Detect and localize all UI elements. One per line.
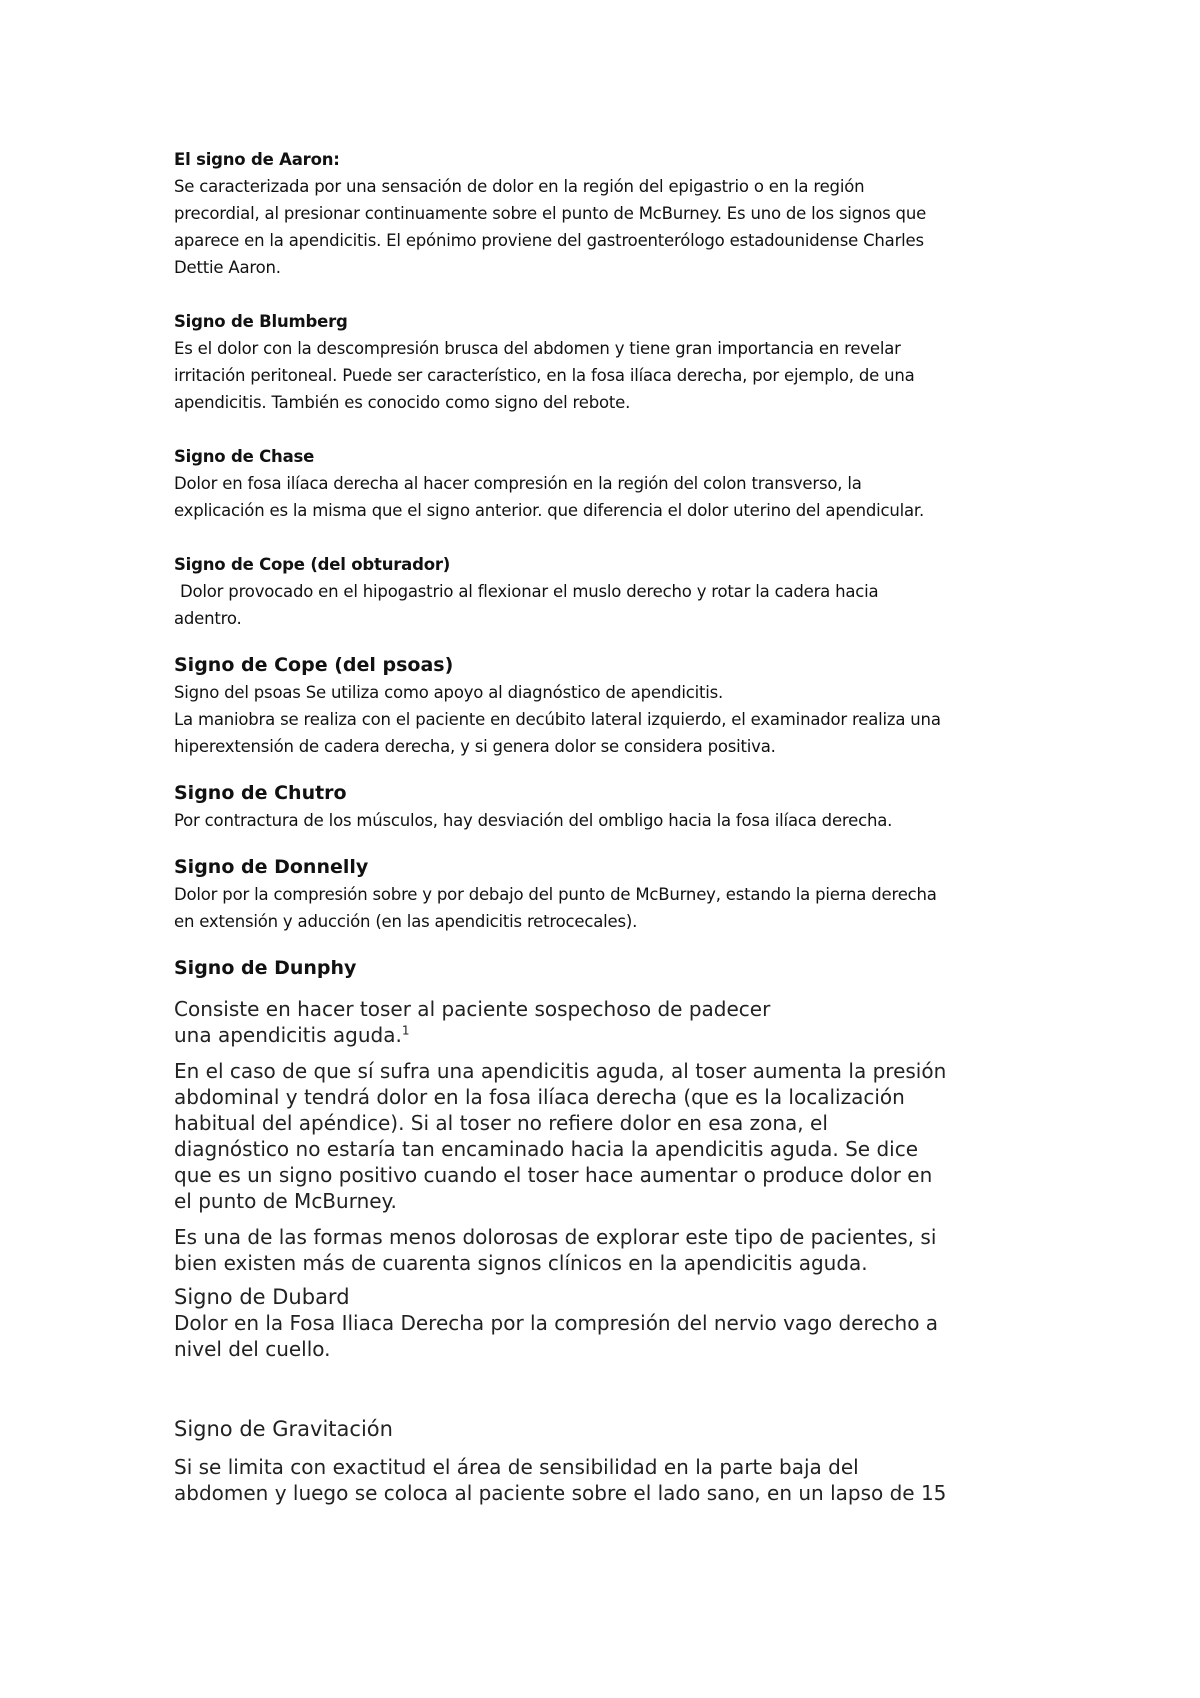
spacer bbox=[174, 524, 1054, 551]
paragraph-line: aparece en la apendicitis. El epónimo proviene del gastroenterólogo estadounidense Charles bbox=[174, 231, 924, 250]
paragraph-line: abdomen y luego se coloca al paciente sobre el lado sano, en un lapso de 15 bbox=[174, 1481, 947, 1505]
paragraph-line: hiperextensión de cadera derecha, y si genera dolor se considera positiva. bbox=[174, 737, 776, 756]
spacer bbox=[174, 1048, 1054, 1058]
section-title-donnelly: Signo de Donnelly bbox=[174, 856, 369, 878]
paragraph-line: Dolor en la Fosa Iliaca Derecha por la compresión del nervio vago derecho a bbox=[174, 1311, 939, 1335]
spacer bbox=[174, 982, 1054, 996]
section-title-blumberg: Signo de Blumberg bbox=[174, 312, 348, 331]
paragraph-line: precordial, al presionar continuamente sobre el punto de McBurney. Es uno de los signos que bbox=[174, 204, 927, 223]
paragraph-line: Dolor por la compresión sobre y por debajo del punto de McBurney, estando la pierna derecha bbox=[174, 885, 937, 904]
paragraph-line: Es una de las formas menos dolorosas de explorar este tipo de pacientes, si bbox=[174, 1225, 937, 1249]
paragraph-line: En el caso de que sí sufra una apendicitis aguda, al toser aumenta la presión bbox=[174, 1059, 947, 1083]
spacer bbox=[174, 1442, 1054, 1454]
section-title-dubard: Signo de Dubard bbox=[174, 1285, 350, 1309]
paragraph-line: Consiste en hacer toser al paciente sospechoso de padecer bbox=[174, 997, 771, 1021]
spacer bbox=[174, 1362, 1054, 1416]
paragraph-line: Por contractura de los músculos, hay desviación del ombligo hacia la fosa ilíaca derecha. bbox=[174, 811, 893, 830]
section-title-gravitacion: Signo de Gravitación bbox=[174, 1417, 393, 1441]
section-title-dunphy: Signo de Dunphy bbox=[174, 957, 357, 979]
spacer bbox=[174, 1276, 1054, 1284]
spacer bbox=[174, 760, 1054, 780]
paragraph-line: Es el dolor con la descompresión brusca del abdomen y tiene gran importancia en revelar bbox=[174, 339, 901, 358]
paragraph-line: que es un signo positivo cuando el toser hace aumentar o produce dolor en bbox=[174, 1163, 933, 1187]
footnote-ref[interactable]: 1 bbox=[401, 1023, 410, 1038]
paragraph-line: habitual del apéndice). Si al toser no refiere dolor en esa zona, el bbox=[174, 1111, 828, 1135]
section-title-aaron: El signo de Aaron: bbox=[174, 150, 340, 169]
section-title-chutro: Signo de Chutro bbox=[174, 782, 347, 804]
paragraph-line: Signo del psoas Se utiliza como apoyo al diagnóstico de apendicitis. bbox=[174, 683, 724, 702]
spacer bbox=[174, 834, 1054, 854]
paragraph-line: Dettie Aaron. bbox=[174, 258, 281, 277]
spacer bbox=[174, 1214, 1054, 1224]
paragraph-line: explicación es la misma que el signo anterior. que diferencia el dolor uterino del apendicular. bbox=[174, 501, 925, 520]
paragraph-line: irritación peritoneal. Puede ser característico, en la fosa ilíaca derecha, por ejemplo, de una bbox=[174, 366, 915, 385]
paragraph-line: adentro. bbox=[174, 609, 242, 628]
section-title-cope-psoas: Signo de Cope (del psoas) bbox=[174, 654, 454, 676]
paragraph-line: el punto de McBurney. bbox=[174, 1189, 397, 1213]
spacer bbox=[174, 632, 1054, 652]
spacer bbox=[174, 935, 1054, 955]
paragraph-line: abdominal y tendrá dolor en la fosa ilíaca derecha (que es la localización bbox=[174, 1085, 905, 1109]
section-title-chase: Signo de Chase bbox=[174, 447, 315, 466]
paragraph-line: bien existen más de cuarenta signos clínicos en la apendicitis aguda. bbox=[174, 1251, 868, 1275]
paragraph-line: La maniobra se realiza con el paciente en decúbito lateral izquierdo, el examinador realiza una bbox=[174, 710, 941, 729]
document-page bbox=[174, 146, 1054, 1506]
section-title-cope-obturador: Signo de Cope (del obturador) bbox=[174, 555, 451, 574]
spacer bbox=[174, 416, 1054, 443]
paragraph-text: una apendicitis aguda. bbox=[174, 1023, 402, 1047]
paragraph-line: apendicitis. También es conocido como signo del rebote. bbox=[174, 393, 631, 412]
paragraph-line: diagnóstico no estaría tan encaminado hacia la apendicitis aguda. Se dice bbox=[174, 1137, 919, 1161]
paragraph-line: en extensión y aducción (en las apendicitis retrocecales). bbox=[174, 912, 638, 931]
paragraph-line: Se caracterizada por una sensación de dolor en la región del epigastrio o en la región bbox=[174, 177, 865, 196]
paragraph-line: nivel del cuello. bbox=[174, 1337, 331, 1361]
paragraph-line: Si se limita con exactitud el área de sensibilidad en la parte baja del bbox=[174, 1455, 859, 1479]
paragraph-line: Dolor provocado en el hipogastrio al flexionar el muslo derecho y rotar la cadera hacia bbox=[180, 582, 879, 601]
spacer bbox=[174, 281, 1054, 308]
paragraph-line bbox=[174, 1022, 1054, 1048]
paragraph-line: Dolor en fosa ilíaca derecha al hacer compresión en la región del colon transverso, la bbox=[174, 474, 862, 493]
